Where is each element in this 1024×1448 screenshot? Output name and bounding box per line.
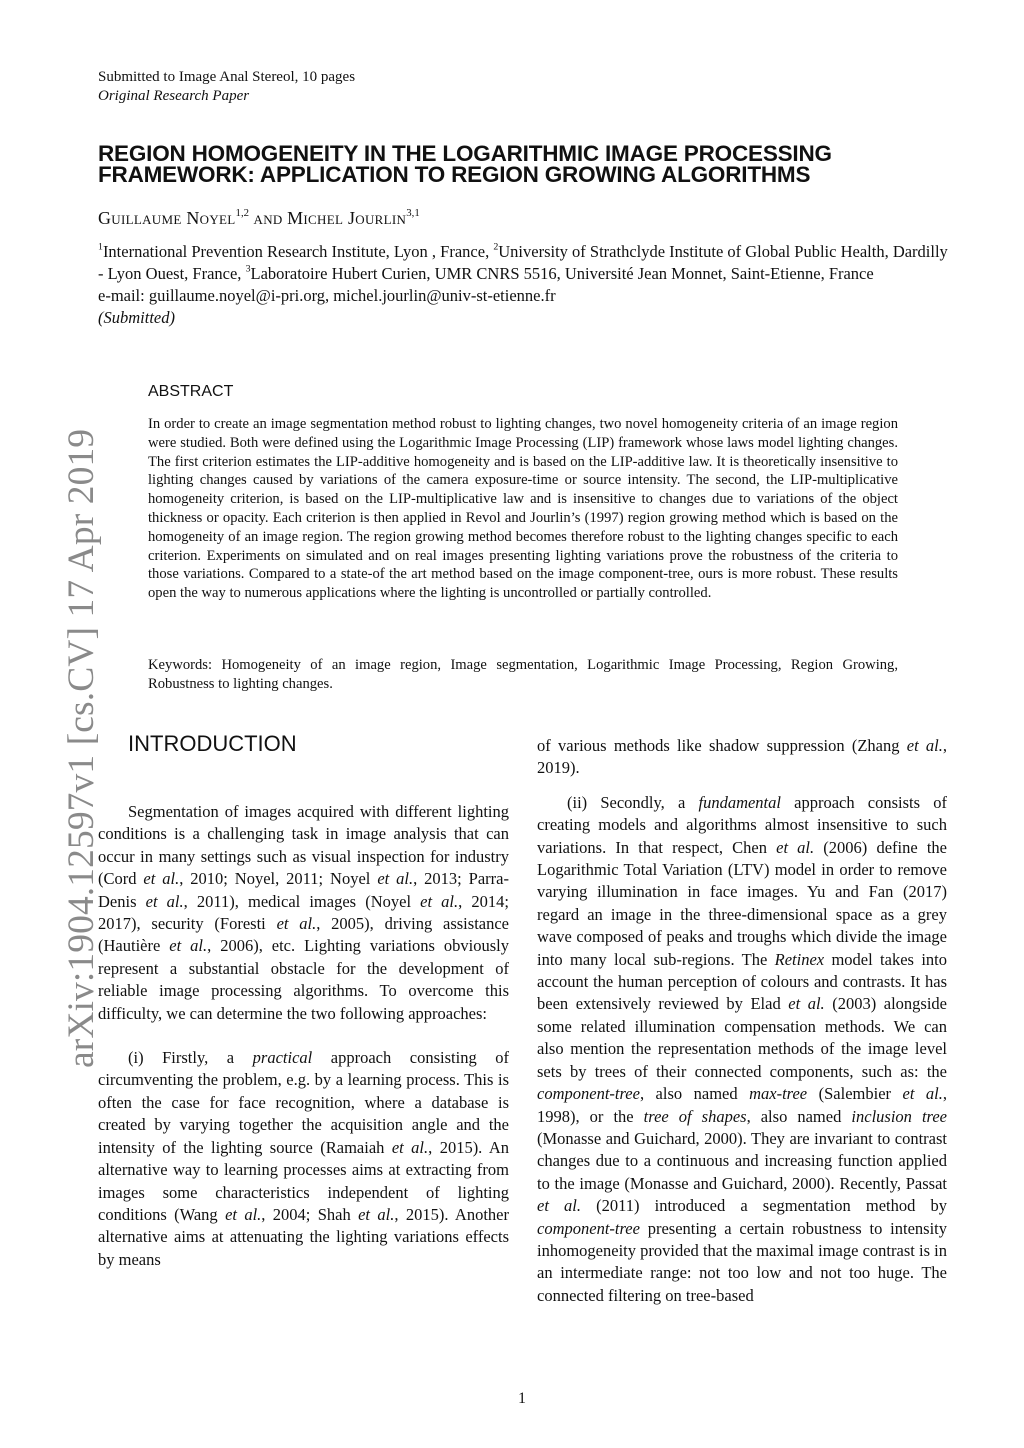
author-1-affil-ref: 1,2 bbox=[235, 206, 250, 219]
email-line: e-mail: guillaume.noyel@i-pri.org, michel.jourlin@univ-st-etienne.fr bbox=[98, 286, 556, 305]
page-number: 1 bbox=[518, 1390, 526, 1407]
affil-3-marker: 3 bbox=[245, 263, 251, 275]
affiliations bbox=[98, 241, 953, 329]
title-line-1: REGION HOMOGENEITY IN THE LOGARITHMIC IMAGE PROCESSING bbox=[98, 141, 832, 166]
submission-status: (Submitted) bbox=[98, 308, 175, 327]
right-column bbox=[537, 735, 947, 1307]
paper-type: Original Research Paper bbox=[98, 88, 250, 104]
affil-1-text: International Prevention Research Institute, Lyon , France, bbox=[102, 242, 494, 261]
affil-1-marker: 1 bbox=[98, 241, 103, 253]
intro-paragraph-2-continued: of various methods like shadow suppression (Zhang et al., 2019). bbox=[537, 736, 947, 778]
affil-2-marker: 2 bbox=[493, 241, 499, 253]
author-2-affil-ref: 3,1 bbox=[406, 206, 420, 219]
paper-title bbox=[98, 143, 958, 185]
arxiv-identifier-stamp: arXiv:1904.12597v1 [cs.CV] 17 Apr 2019 bbox=[61, 428, 102, 1068]
submission-line: Submitted to Image Anal Stereol, 10 pages bbox=[98, 69, 356, 85]
abstract-text: In order to create an image segmentation method robust to lighting changes, two novel homogeneity criteria of an image region were studied. Both were defined using the Logarithmic Image Processing (LIP) framework whose laws model lighting changes. The first criterion estimates the LIP-additive homogeneity and is based on the LIP-additive law. It is theoretically insensitive to lighting changes caused by variations of the camera exposure-time or source intensity. The second, the LIP-multiplicative homogeneity criterion, is based on the LIP-multiplicative law and is insensitive to changes due to variations of the object thickness or opacity. Each criterion is then applied in Revol and Jourlin’s (1997) region growing method which is based on the homogeneity of an image region. The region growing method becomes therefore robust to the lighting changes specific to each criterion. Experiments on simulated and on real images presenting lighting variations prove the robustness of the criteria to those variations. Compared to a state-of the art method based on the image component-tree, ours is more robust. These results open the way to numerous applications where the lighting is uncontrolled or partially controlled. bbox=[148, 416, 898, 602]
author-conjunction: and bbox=[253, 208, 283, 228]
intro-paragraph-1: Segmentation of images acquired with different lighting conditions is a challenging task in image analysis that can occur in many settings such as visual inspection for industry (Cord et al., 2010; Noyel, 2011; Noyel et al., 2013; Parra-Denis et al., 2011), medical images (Noyel et al., 2014; 2017), security (Foresti et al., 2005), driving assistance (Hautière et al., 2006), etc. Lighting variations obviously represent a substantial obstacle for the development of reliable image processing algorithms. To overcome this difficulty, we can determine the two following approaches: bbox=[98, 802, 510, 1023]
author-list bbox=[98, 208, 420, 229]
left-column bbox=[98, 801, 509, 1271]
intro-paragraph-3: (ii) Secondly, a fundamental approach consists of creating models and algorithms almost insensitive to such variations. In that respect, Chen et al. (2006) define the Logarithmic Total Variation (LTV) model in order to remove varying illumination in face images. Yu and Fan (2017) regard an image in the three-dimensional space as a grey wave composed of peaks and troughs which divide the image into many local sub-regions. The Retinex model takes into account the human perception of colours and contrasts. It has been extensively reviewed by Elad et al. (2003) alongside some related illumination compensation methods. We can also mention the representation methods of the image level sets by trees of their connected components, such as: the component-tree, also named max-tree (Salembier et al., 1998), or the tree of shapes, also named inclusion tree (Monasse and Guichard, 2000). They are invariant to contrast changes due to a continuous and increasing function applied to the image (Monasse and Guichard, 2000). Recently, Passat et al. (2011) introduced a segmentation method by component-tree presenting a certain robustness to intensity inhomogeneity provided that the maximal image contrast is in an intermediate range: not too low and not too huge. The connected filtering on tree-based bbox=[537, 792, 947, 1305]
author-1-name: Guillaume Noyel bbox=[98, 208, 236, 228]
author-2-name: Michel Jourlin bbox=[287, 208, 407, 228]
submission-header bbox=[98, 68, 355, 106]
affil-2-text: University of Strathclyde Institute of Global Public Health, Dardilly - Lyon Ouest, France, bbox=[98, 242, 948, 283]
title-line-2: FRAMEWORK: APPLICATION TO REGION GROWING ALGORITHMS bbox=[98, 162, 811, 187]
intro-paragraph-2: (i) Firstly, a practical approach consisting of circumventing the problem, e.g. by a learning process. This is often the case for face recognition, where a database is created by varying together the acquisition angle and the intensity of the lighting source (Ramaiah et al., 2015). An alternative way to learning processes aims at extracting from images some characteristics independent of lighting conditions (Wang et al., 2004; Shah et al., 2015). Another alternative aims at attenuating the lighting variations effects by means bbox=[98, 1048, 509, 1269]
keywords: Keywords: Homogeneity of an image region, Image segmentation, Logarithmic Image Processing, Region Growing, Robustness to lighting changes. bbox=[148, 657, 898, 692]
abstract-heading: ABSTRACT bbox=[148, 383, 234, 400]
introduction-heading: INTRODUCTION bbox=[128, 731, 297, 756]
affiliation-text bbox=[98, 241, 953, 285]
affil-3-text: Laboratoire Hubert Curien, UMR CNRS 5516, Université Jean Monnet, Saint-Etienne, France bbox=[250, 264, 874, 283]
